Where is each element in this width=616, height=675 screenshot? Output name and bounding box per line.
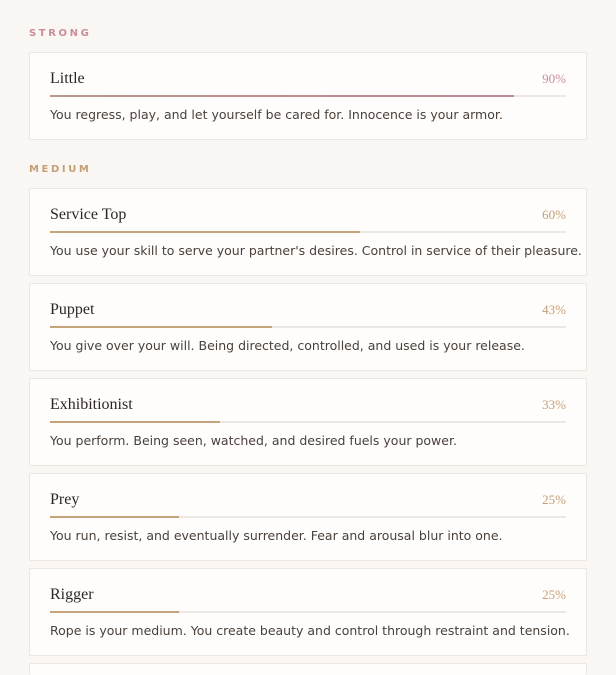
progress-track bbox=[50, 95, 566, 97]
progress-track bbox=[50, 326, 566, 328]
result-card-exhibitionist bbox=[29, 378, 587, 466]
card-percent: 33% bbox=[542, 397, 566, 412]
progress-track bbox=[50, 611, 566, 613]
results-list bbox=[29, 0, 587, 675]
card-title: Service Top bbox=[50, 206, 127, 223]
card-title: Puppet bbox=[50, 301, 95, 318]
card-percent: 25% bbox=[542, 492, 566, 507]
card-description: Rope is your medium. You create beauty and control through restraint and tension. bbox=[50, 623, 570, 638]
card-description: You use your skill to serve your partner's desires. Control in service of their pleasure. bbox=[50, 243, 582, 258]
progress-track bbox=[50, 516, 566, 518]
card-description: You run, resist, and eventually surrender. Fear and arousal blur into one. bbox=[50, 528, 503, 543]
card-percent: 60% bbox=[542, 207, 566, 222]
progress-fill bbox=[50, 326, 272, 328]
progress-track bbox=[50, 421, 566, 423]
card-title: Little bbox=[50, 70, 85, 87]
card-percent: 25% bbox=[542, 587, 566, 602]
card-description: You give over your will. Being directed, controlled, and used is your release. bbox=[50, 338, 525, 353]
progress-fill bbox=[50, 421, 220, 423]
card-description: You perform. Being seen, watched, and desired fuels your power. bbox=[50, 433, 457, 448]
result-card-prey bbox=[29, 473, 587, 561]
progress-fill bbox=[50, 95, 514, 97]
card-header bbox=[50, 474, 566, 516]
card-header bbox=[50, 569, 566, 611]
section-label-strong: STRONG bbox=[29, 28, 92, 39]
progress-track bbox=[50, 231, 566, 233]
card-header bbox=[50, 284, 566, 326]
result-card-next-partial bbox=[29, 663, 587, 675]
result-card-service-top bbox=[29, 188, 587, 276]
card-header bbox=[50, 189, 566, 231]
result-card-puppet bbox=[29, 283, 587, 371]
card-description: You regress, play, and let yourself be cared for. Innocence is your armor. bbox=[50, 107, 503, 122]
card-percent: 90% bbox=[542, 71, 566, 86]
progress-fill bbox=[50, 231, 360, 233]
section-label-medium: MEDIUM bbox=[29, 164, 92, 175]
card-title: Rigger bbox=[50, 586, 94, 603]
result-card-little bbox=[29, 52, 587, 140]
card-title: Exhibitionist bbox=[50, 396, 133, 413]
card-header bbox=[50, 379, 566, 421]
result-card-rigger bbox=[29, 568, 587, 656]
card-header bbox=[50, 53, 566, 95]
card-title: Prey bbox=[50, 491, 80, 508]
progress-fill bbox=[50, 611, 179, 613]
progress-fill bbox=[50, 516, 179, 518]
card-percent: 43% bbox=[542, 302, 566, 317]
